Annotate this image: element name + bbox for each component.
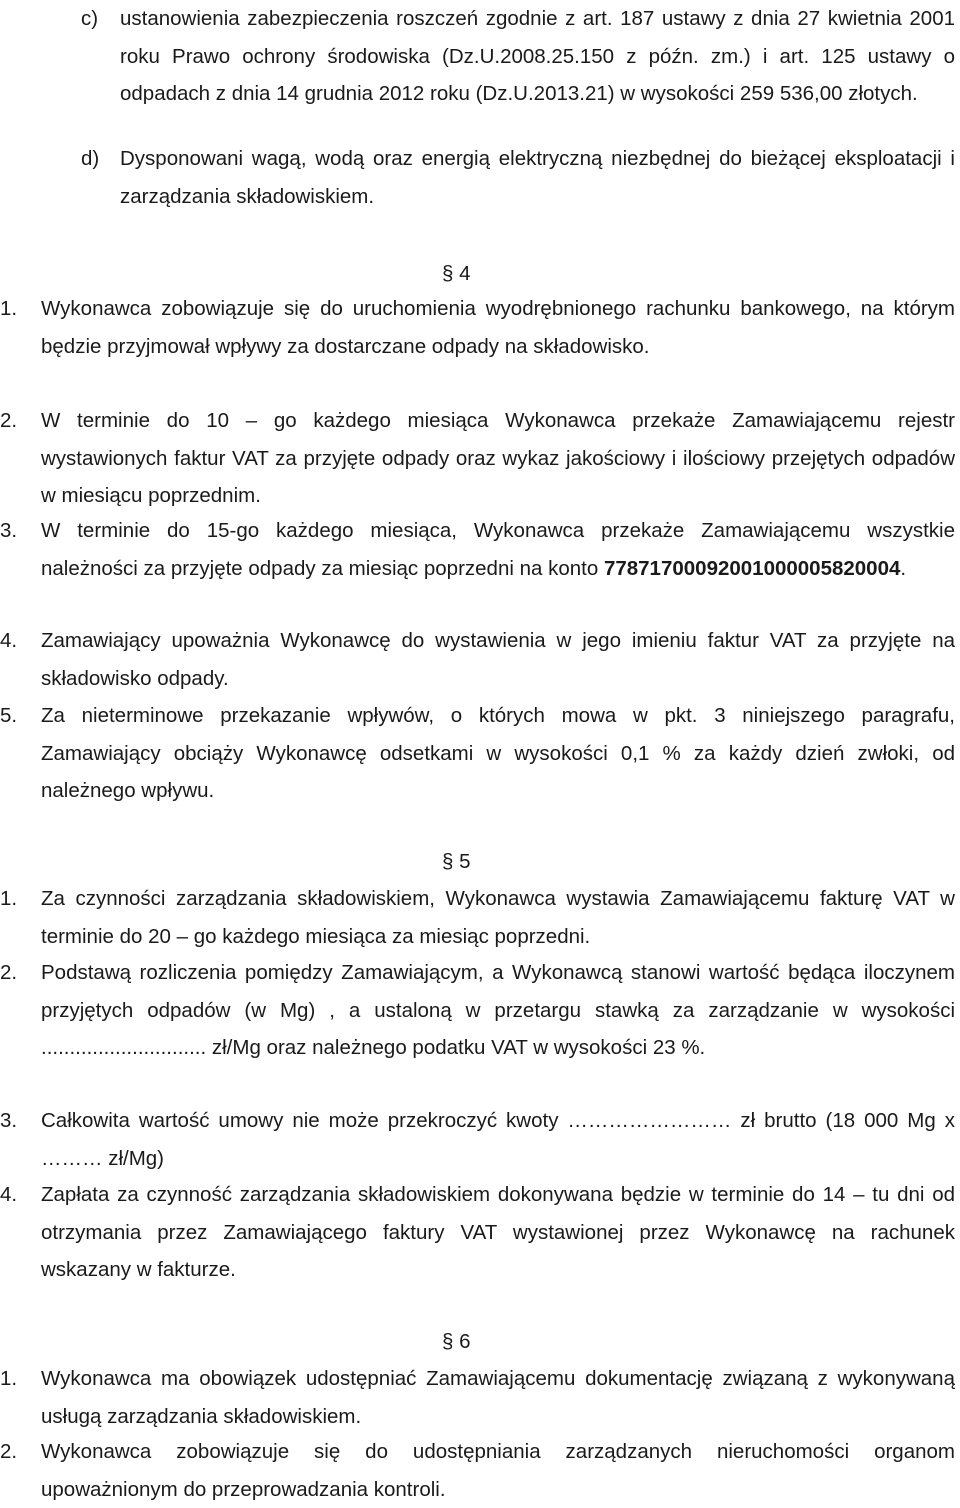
item-text: Za nieterminowe przekazanie wpływów, o których mowa w pkt. 3 niniejszego paragrafu, Zamawiający obciąży Wykonawcę odsetkami w wysokości 0,1 % za każdy dzień zwłoki, od należnego wpływu. <box>41 704 955 802</box>
item-text: W terminie do 10 – go każdego miesiąca Wykonawca przekaże Zamawiającemu rejestr wystawionych faktur VAT za przyjęte odpady oraz wykaz jakościowy i ilościowy przejętych odpadów w miesiącu poprzednim. <box>41 409 955 507</box>
section-heading-6: § 6 <box>442 1330 471 1353</box>
item-text-main: W terminie do 15-go każdego miesiąca, Wykonawca przekaże Zamawiającemu wszystkie należności za przyjęte odpady za miesiąc poprzedni na konto <box>41 519 955 580</box>
item-number: 5. <box>0 704 18 727</box>
item-text: Wykonawca zobowiązuje się do uruchomienia wyodrębnionego rachunku bankowego, na którym będzie przyjmował wpływy za dostarczane odpady na składowisko. <box>41 297 955 358</box>
item-text: Zamawiający upoważnia Wykonawcę do wystawienia w jego imieniu faktur VAT za przyjęte na składowisko odpady. <box>41 629 955 690</box>
list-item-c <box>0 0 955 150</box>
item-number: 1. <box>0 1367 18 1390</box>
item-number: 2. <box>0 409 18 432</box>
item-text: ustanowienia zabezpieczenia roszczeń zgodnie z art. 187 ustawy z dnia 27 kwietnia 2001 roku Prawo ochrony środowiska (Dz.U.2008.25.150 z późn. zm.) i art. 125 ustawy o odpadach z dnia 14 grudnia 2012 roku (Dz.U.2013.21) w wysokości 259 536,00 złotych. <box>120 7 955 105</box>
item-number: 4. <box>0 1183 18 1206</box>
item-text: Zapłata za czynność zarządzania składowiskiem dokonywana będzie w terminie do 14 – tu dni od otrzymania przez Zamawiającego faktury VAT wystawionej przez Wykonawcę na rachunek wskazany w fakturze. <box>41 1183 955 1281</box>
item-text: Podstawą rozliczenia pomiędzy Zamawiającym, a Wykonawcą stanowi wartość będąca iloczynem przyjętych odpadów (w Mg) , a ustaloną w przetargu stawką za zarządzanie w wysokości ............................. zł/Mg oraz należnego podatku VAT w wysokości 23 %. <box>41 961 955 1059</box>
item-text: Wykonawca zobowiązuje się do udostępniania zarządzanych nieruchomości organom upoważnionym do przeprowadzania kontroli. <box>41 1440 955 1501</box>
item-number: 2. <box>0 961 18 984</box>
item-text: Za czynności zarządzania składowiskiem, Wykonawca wystawia Zamawiającemu fakturę VAT w terminie do 20 – go każdego miesiąca za miesiąc poprzedni. <box>41 887 955 948</box>
item-number: 4. <box>0 629 18 652</box>
item-number: 1. <box>0 297 18 320</box>
bank-account-number: 77871700092001000005820004 <box>603 556 901 580</box>
item-number: 2. <box>0 1440 18 1463</box>
list-item-d <box>0 140 955 220</box>
item-text: Całkowita wartość umowy nie może przekroczyć kwoty …………………… zł brutto (18 000 Mg x ……… zł/Mg) <box>41 1109 955 1170</box>
item-number: 1. <box>0 887 18 910</box>
item-number: c) <box>81 7 99 30</box>
item-number: d) <box>81 147 100 170</box>
item-number: 3. <box>0 519 18 542</box>
section-heading-5: § 5 <box>442 850 471 873</box>
item-text-end: . <box>900 556 907 580</box>
item-number: 3. <box>0 1109 18 1132</box>
item-text: Dysponowani wagą, wodą oraz energią elektryczną niezbędnej do bieżącej eksploatacji i zarządzania składowiskiem. <box>120 147 955 208</box>
item-text <box>41 512 955 587</box>
item-text: Wykonawca ma obowiązek udostępniać Zamawiającemu dokumentację związaną z wykonywaną usługą zarządzania składowiskiem. <box>41 1367 955 1428</box>
section-heading-4: § 4 <box>442 262 471 285</box>
